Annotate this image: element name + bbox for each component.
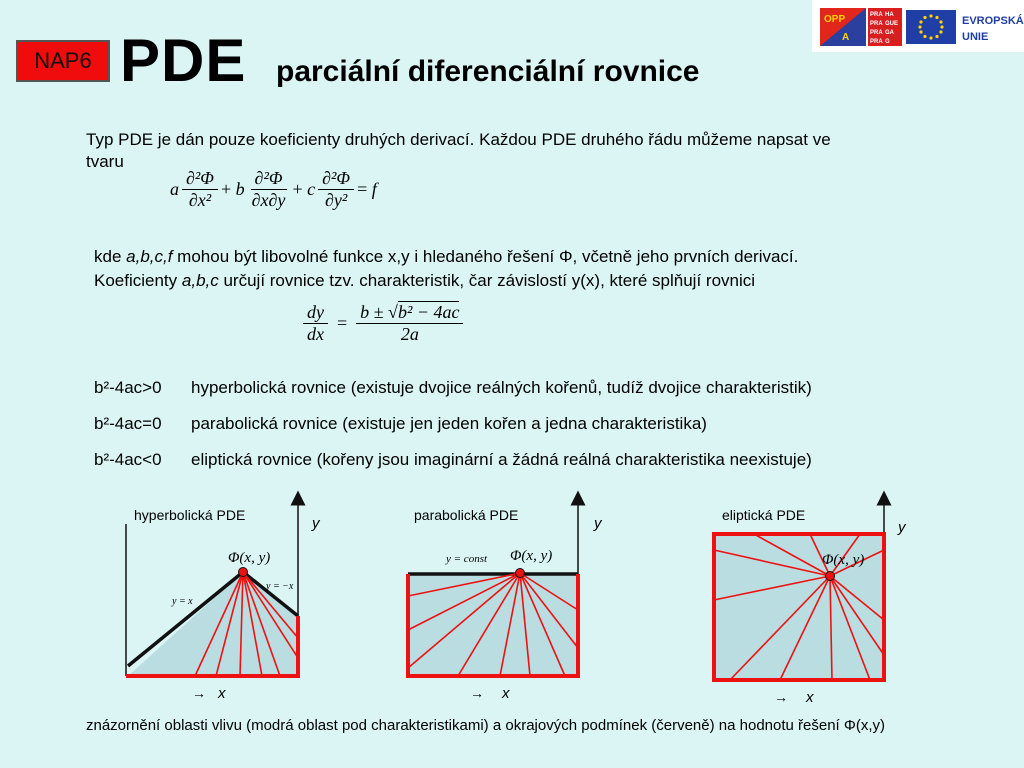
- praha-t1: PRA: [870, 12, 883, 18]
- parabolic-caption: parabolická PDE: [414, 507, 519, 523]
- page-title: PDE: [120, 27, 247, 94]
- dx: dx: [307, 324, 324, 344]
- parabolic-point-label: Φ(x, y): [510, 548, 553, 564]
- coef-b: b: [235, 179, 245, 199]
- frac3-den: ∂y²: [324, 190, 348, 210]
- praha-t6: GUE: [885, 21, 899, 27]
- rhs-numerator: b ± √b² − 4ac: [356, 302, 463, 324]
- domain-of-influence-diagrams: [0, 490, 1024, 715]
- elliptic-point-label: Φ(x, y): [822, 552, 865, 568]
- praha-logo: [868, 8, 902, 46]
- desc-hyperbolic: hyperbolická rovnice (existuje dvojice reálných kořenů, tudíž dvojice charakteristik): [191, 378, 812, 397]
- elliptic-diagram: [714, 498, 907, 706]
- frac2-den: ∂x∂y: [251, 190, 286, 210]
- praha-t2: PRA: [870, 21, 883, 27]
- hyperbolic-point-label: Φ(x, y): [228, 550, 271, 566]
- hyperbolic-x-arrow-icon: →: [192, 687, 206, 702]
- funding-logos: [812, 0, 1024, 52]
- equals-2: =: [337, 313, 348, 333]
- frac3-num: ∂²Φ: [318, 168, 354, 190]
- class-parabolic: [94, 414, 707, 434]
- praha-t8: G: [885, 39, 890, 45]
- section-badge: NAP6: [16, 40, 110, 82]
- kde-line-1: kde a,b,c,f mohou být libovolné funkce x,y i hledaného řešení Φ, včetně jeho prvních derivací.: [94, 247, 799, 266]
- parabolic-diagram: [408, 498, 603, 702]
- parabolic-point: [516, 569, 525, 578]
- parabolic-x-arrow-icon: →: [470, 687, 484, 702]
- eu-text-1: EVROPSKÁ: [962, 15, 1024, 27]
- cond-parabolic: b²-4ac=0: [94, 414, 162, 433]
- elliptic-x-arrow-icon: →: [774, 691, 788, 706]
- elliptic-caption: eliptická PDE: [722, 507, 806, 523]
- hyperbolic-point: [239, 568, 248, 577]
- intro-line-2: tvaru: [86, 152, 124, 171]
- cond-hyperbolic: b²-4ac>0: [94, 378, 162, 397]
- parabolic-x-label: x: [502, 685, 510, 702]
- hyperbolic-caption: hyperbolická PDE: [134, 507, 246, 523]
- hyperbolic-x-label: x: [218, 685, 226, 702]
- frac1-num: ∂²Φ: [182, 168, 218, 190]
- hyperbolic-diagram: [126, 498, 321, 702]
- rhs-f: f: [371, 179, 377, 199]
- dy: dy: [303, 302, 328, 324]
- parabolic-lbl-y-const: y = const: [446, 553, 488, 565]
- parabolic-region: [408, 574, 578, 676]
- opp-logo: [820, 8, 866, 46]
- praha-t4: PRA: [870, 39, 883, 45]
- eu-text-2: UNIE: [962, 31, 989, 43]
- plus-2: +: [292, 179, 303, 199]
- opp-text-1: OPP: [824, 14, 846, 25]
- parabolic-y-label: y: [594, 515, 602, 532]
- pde-general-equation: [170, 168, 377, 211]
- coef-c: c: [307, 179, 316, 199]
- frac1-den: ∂x²: [188, 190, 212, 210]
- elliptic-x-label: x: [806, 689, 814, 706]
- logo-strip: [812, 0, 1024, 52]
- coef-a: a: [170, 179, 179, 199]
- page-subtitle: parciální diferenciální rovnice: [276, 55, 700, 88]
- elliptic-point: [826, 572, 835, 581]
- class-hyperbolic: [94, 378, 812, 398]
- cond-elliptic: b²-4ac<0: [94, 450, 162, 469]
- frac2-num: ∂²Φ: [251, 168, 287, 190]
- praha-t3: PRA: [870, 30, 883, 36]
- characteristic-equation: [300, 302, 466, 345]
- opp-text-2: A: [842, 32, 850, 43]
- equals-1: =: [357, 179, 368, 199]
- hyperbolic-lbl-y-eq-minus-x: y = −x: [266, 581, 294, 592]
- praha-t5: HA: [885, 12, 894, 18]
- class-elliptic: [94, 450, 812, 470]
- desc-parabolic: parabolická rovnice (existuje jen jeden kořen a jedna charakteristika): [191, 414, 707, 433]
- rhs-denominator: 2a: [400, 324, 419, 344]
- intro-line-1: Typ PDE je dán pouze koeficienty druhých derivací. Každou PDE druhého řádu můžeme napsat ve: [86, 130, 831, 149]
- footnote: znázornění oblasti vlivu (modrá oblast pod charakteristikami) a okrajových podmínek (červeně) na hodnotu řešení Φ(x,y): [86, 717, 886, 734]
- hyperbolic-lbl-y-eq-x: y = x: [172, 596, 193, 607]
- elliptic-y-label: y: [898, 519, 906, 536]
- plus-1: +: [221, 179, 232, 199]
- kde-line-2: Koeficienty a,b,c určují rovnice tzv. charakteristik, čar závislostí y(x), které splňují rovnici: [94, 271, 756, 290]
- hyperbolic-y-label: y: [312, 515, 320, 532]
- praha-t7: GA: [885, 30, 894, 36]
- desc-elliptic: eliptická rovnice (kořeny jsou imaginární a žádná reálná charakteristika neexistuje): [191, 450, 812, 469]
- eu-flag-logo: [906, 10, 1024, 44]
